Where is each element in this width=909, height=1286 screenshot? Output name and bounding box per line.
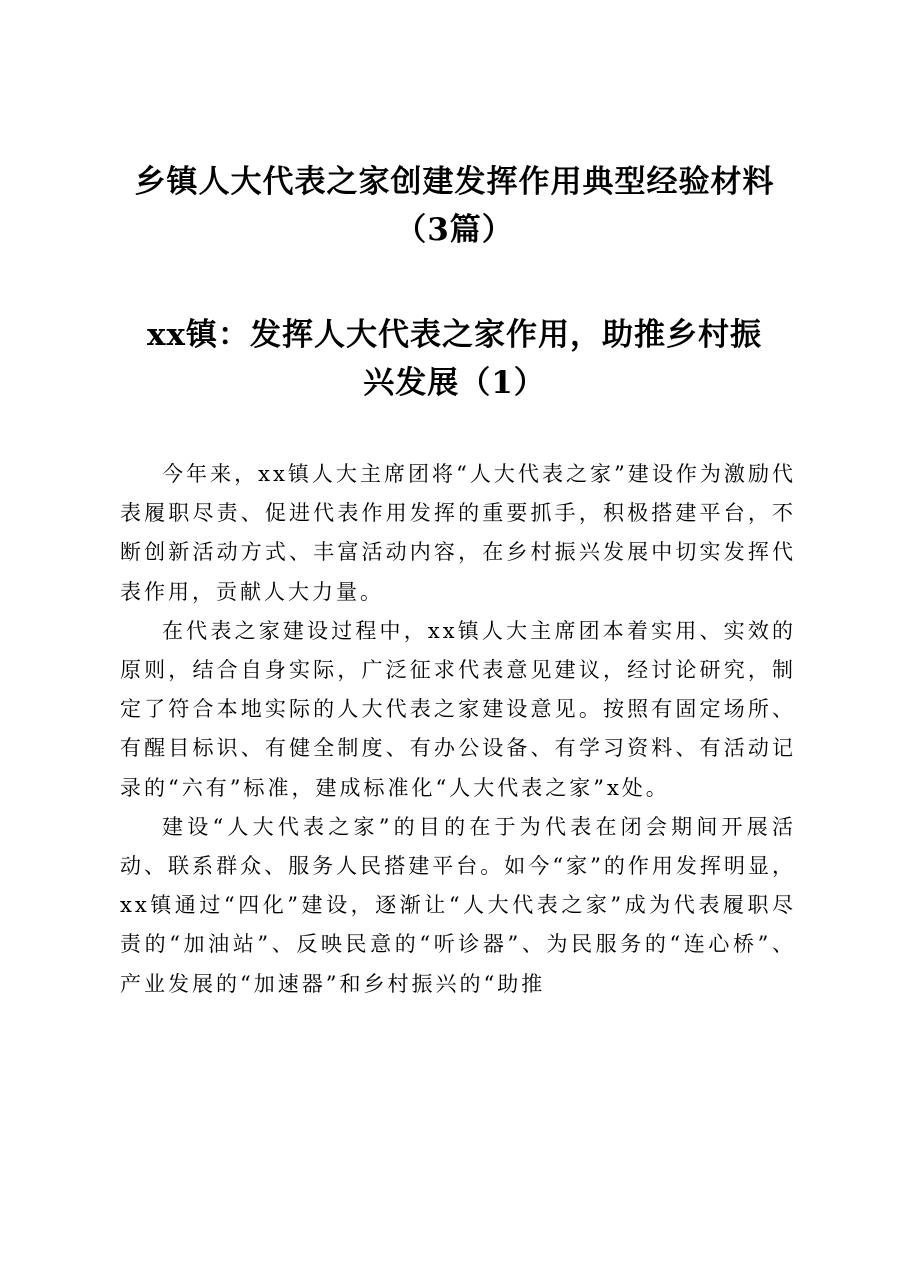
document-title (100, 158, 809, 254)
document-title-line-1: 乡镇人大代表之家创建发挥作用典型经验材料 (134, 164, 775, 200)
section-title-line-1: xx镇：发挥人大代表之家作用，助推乡村振 (147, 317, 762, 353)
section-title-line-2: 兴发展（1） (363, 365, 546, 401)
body-paragraph-3: 建设“人大代表之家”的目的在于为代表在闭会期间开展活动、联系群众、服务人民搭建平台。如今“家”的作用发挥明显，xx镇通过“四化”建设，逐渐让“人大代表之家”成为代表履职尽责的“加油站”、反映民意的“听诊器”、为民服务的“连心桥”、产业发展的“加速器”和乡村振兴的“助推 (120, 814, 796, 996)
body-paragraph-2: 在代表之家建设过程中，xx镇人大主席团本着实用、实效的原则，结合自身实际，广泛征求代表意见建议，经讨论研究，制定了符合本地实际的人大代表之家建设意见。按照有固定场所、有醒目标识、有健全制度、有办公设备、有学习资料、有活动记录的“六有”标准，建成标准化“人大代表之家”x处。 (120, 618, 796, 800)
document-title-line-2: （3篇） (395, 212, 514, 248)
section-title (120, 311, 789, 407)
document-body (120, 455, 796, 1004)
body-paragraph-1: 今年来，xx镇人大主席团将“人大代表之家”建设作为激励代表履职尽责、促进代表作用发挥的重要抓手，积极搭建平台，不断创新活动方式、丰富活动内容，在乡村振兴发展中切实发挥代表作用，贡献人大力量。 (120, 462, 796, 604)
